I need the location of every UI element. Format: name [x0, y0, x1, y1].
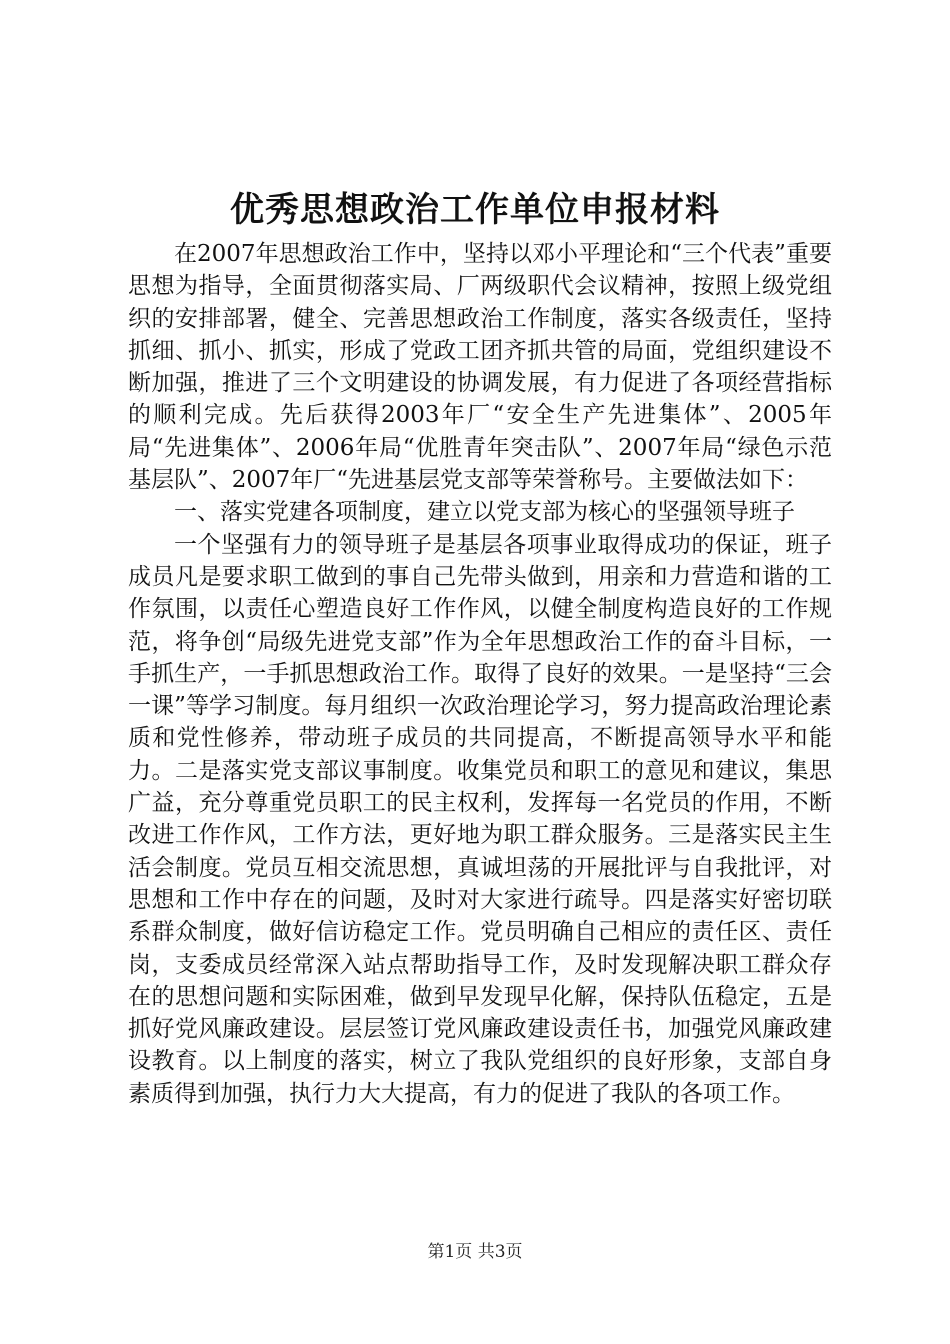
paragraph-section-heading: 一、落实党建各项制度，建立以党支部为核心的坚强领导班子 — [174, 499, 795, 526]
paragraph-leadership: 一个坚强有力的领导班子是基层各项事业取得成功的保证，班子成员凡是要求职工做到的事自己先带头做到，用亲和力营造和谐的工作氛围，以责任心塑造良好工作作风，以健全制度构造良好的工作规范，将争创“局级先进党支部”作为全年思想政治工作的奋斗目标，一手抓生产，一手抓思想政治工作。取得了良好的效果。一是坚持“三会一课”等学习制度。每月组织一次政治理论学习，努力提高政治理论素质和党性修养，带动班子成员的共同提高，不断提高领导水平和能力。二是落实党支部议事制度。收集党员和职工的意见和建议，集思广益，充分尊重党员职工的民主权利，发挥每一名党员的作用，不断改进工作作风，工作方法，更好地为职工群众服务。三是落实民主生活会制度。党员互相交流思想，真诚坦荡的开展批评与自我批评，对思想和工作中存在的问题，及时对大家进行疏导。四是落实好密切联系群众制度，做好信访稳定工作。党员明确自己相应的责任区、责任岗，支委成员经常深入站点帮助指导工作，及时发现解决职工群众存在的思想问题和实际困难，做到早发现早化解，保持队伍稳定，五是抓好党风廉政建设。层层签订党风廉政建设责任书，加强党风廉政建设教育。以上制度的落实，树立了我队党组织的良好形象，支部自身素质得到加强，执行力大大提高，有力的促进了我队的各项工作。 — [128, 531, 832, 1107]
page-number: 第1页 共3页 — [427, 1242, 523, 1262]
paragraph-intro: 在2007年思想政治工作中，坚持以邓小平理论和“三个代表”重要思想为指导，全面贯彻落实局、厂两级职代会议精神，按照上级党组织的安排部署，健全、完善思想政治工作制度，落实各级责任，坚持抓细、抓小、抓实，形成了党政工团齐抓共管的局面，党组织建设不断加强，推进了三个文明建设的协调发展，有力促进了各项经营指标的顺利完成。先后获得2003年厂“安全生产先进集体”、2005年局“先进集体”、2006年局“优胜青年突击队”、2007年局“绿色示范基层队”、2007年厂“先进基层党支部等荣誉称号。主要做法如下： — [128, 241, 832, 494]
document-body — [128, 238, 832, 1110]
document-title: 优秀思想政治工作单位申报材料 — [230, 190, 720, 230]
